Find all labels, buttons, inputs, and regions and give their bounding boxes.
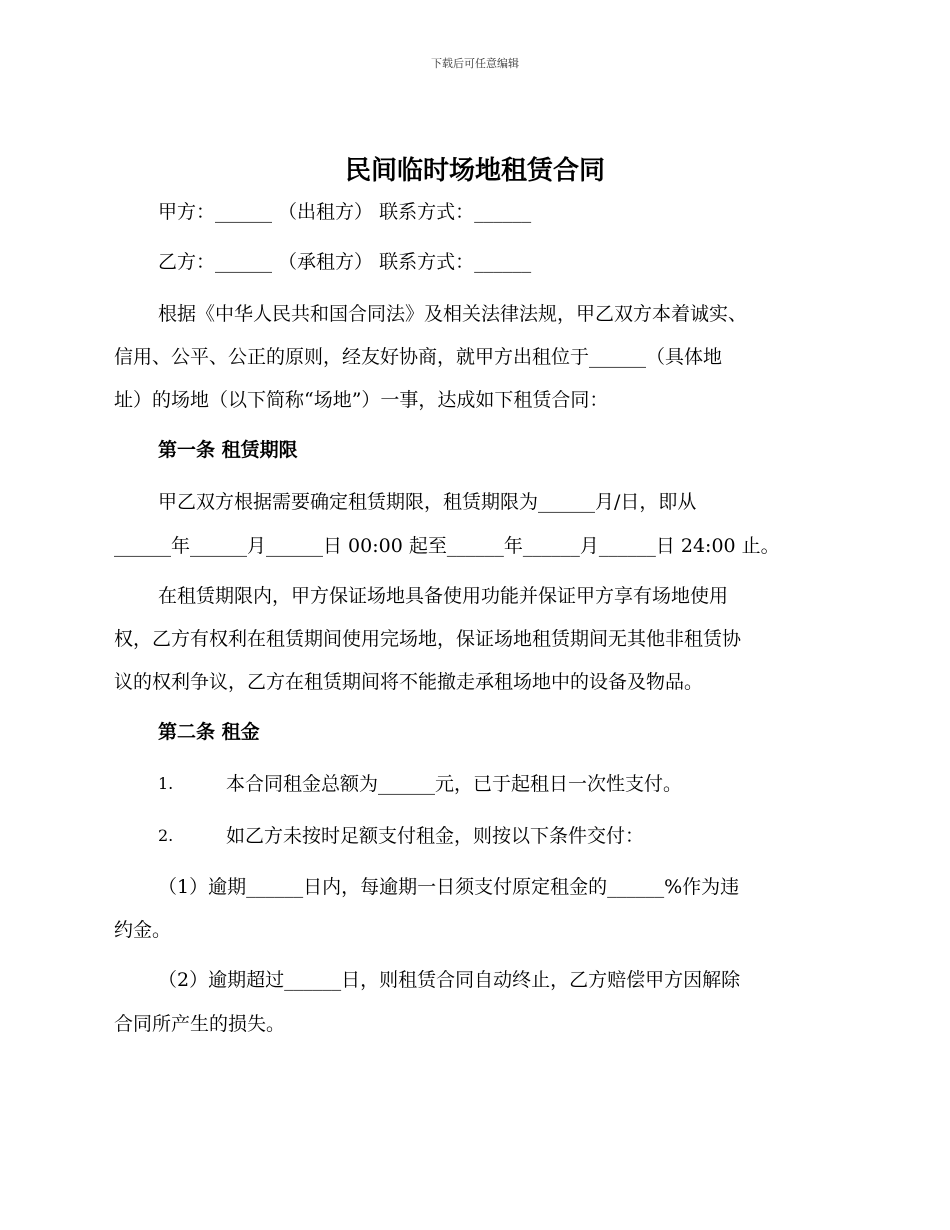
party-a-line: 甲方：______ （出租方） 联系方式：______ — [158, 201, 532, 223]
article-1-p1-line-1: 甲乙双方根据需要确定租赁期限，租赁期限为______月/日，即从 — [158, 491, 697, 513]
item-1-number: 1. — [158, 774, 174, 793]
page-header-note: 下载后可任意编辑 — [431, 57, 519, 70]
item-2-text: 如乙方未按时足额支付租金，则按以下条件交付： — [226, 825, 645, 847]
sub-clause-2-line-2: 合同所产生的损失。 — [114, 1013, 286, 1035]
article-1-heading: 第一条 租赁期限 — [158, 439, 298, 461]
article-1-p1-line-2: ______年______月______日 00:00 起至______年______月______日 24:00 止。 — [114, 535, 780, 557]
sub-clause-1-line-1: （1）逾期______日内，每逾期一日须支付原定租金的______%作为违 — [158, 876, 740, 898]
sub-clause-1-line-2: 约金。 — [114, 919, 172, 941]
contract-title: 民间临时场地租赁合同 — [344, 156, 605, 186]
party-b-line: 乙方：______ （承租方） 联系方式：______ — [158, 251, 532, 273]
article-1-p2-line-3: 议的权利争议，乙方在租赁期间将不能撤走承租场地中的设备及物品。 — [114, 671, 704, 693]
article-2-heading: 第二条 租金 — [158, 721, 260, 743]
item-1-text: 本合同租金总额为______元，已于起租日一次性支付。 — [226, 773, 683, 795]
intro-line-3: 址）的场地（以下简称“场地”）一事，达成如下租赁合同： — [114, 389, 609, 411]
intro-line-2: 信用、公平、公正的原则，经友好协商，就甲方出租位于______（具体地 — [114, 346, 723, 368]
article-1-p2-line-1: 在租赁期限内，甲方保证场地具备使用功能并保证甲方享有场地使用 — [158, 585, 729, 607]
item-2-number: 2. — [158, 826, 174, 845]
article-1-p2-line-2: 权，乙方有权利在租赁期间使用完场地，保证场地租赁期间无其他非租赁协 — [114, 628, 742, 650]
intro-line-1: 根据《中华人民共和国合同法》及相关法律法规，甲乙双方本着诚实、 — [158, 303, 748, 325]
sub-clause-2-line-1: （2）逾期超过______日，则租赁合同自动终止，乙方赔偿甲方因解除 — [158, 969, 741, 991]
